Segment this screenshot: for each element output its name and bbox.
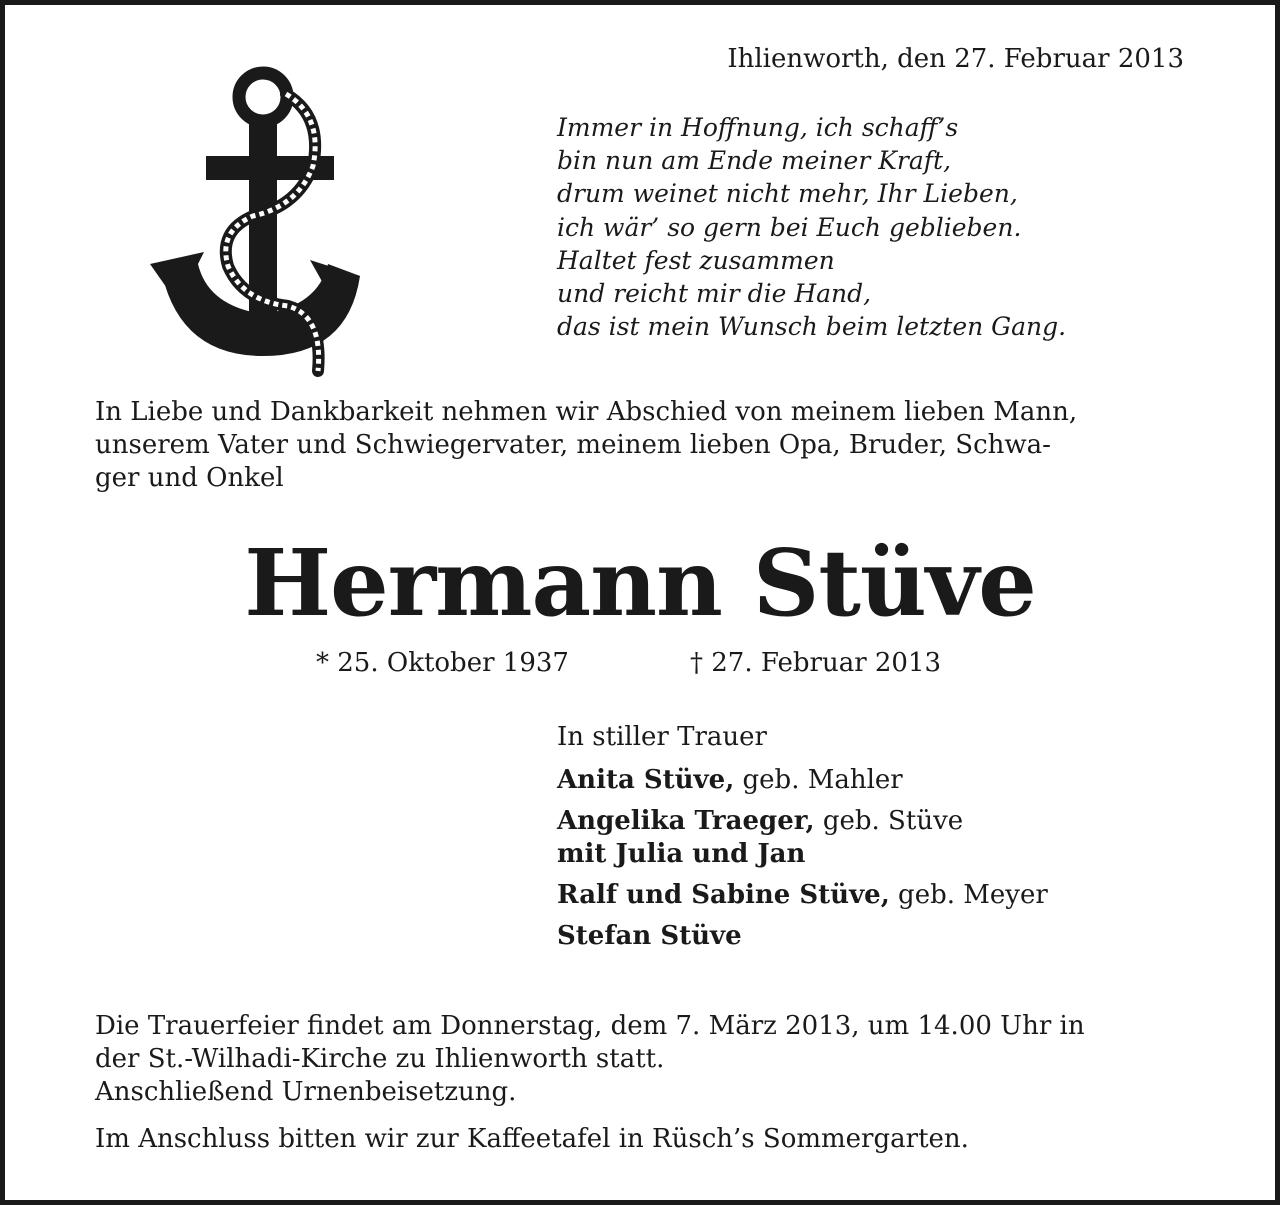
coffee-invitation: Im Anschluss bitten wir zur Kaffeetafel in Rüsch’s Sommergarten.	[95, 1124, 969, 1154]
mourner-name: Angelika Traeger,	[557, 806, 815, 836]
mourner-note: geb. Stüve	[814, 806, 964, 836]
mourner-row	[557, 764, 1048, 797]
poem-line: drum weinet nicht mehr, Ihr Lieben,	[557, 179, 1018, 209]
ceremony-line: Anschließend Urnenbeisetzung.	[95, 1077, 517, 1107]
poem-line: Haltet fest zusammen	[557, 245, 835, 275]
mourner-row	[557, 879, 1048, 912]
place-date: Ihlienworth, den 27. Februar 2013	[727, 44, 1184, 74]
mourner-row	[557, 838, 1048, 871]
ceremony-line: Die Trauerfeier findet am Donnerstag, dem 7. März 2013, um 14.00 Uhr in	[95, 1011, 1085, 1041]
birth-date: * 25. Oktober 1937	[316, 648, 569, 678]
mourner-name: Anita Stüve,	[557, 765, 735, 795]
farewell-intro	[95, 396, 1077, 495]
death-date: † 27. Februar 2013	[690, 648, 942, 678]
poem	[557, 111, 1066, 343]
poem-line: ich wär’ so gern bei Euch geblieben.	[557, 212, 1022, 242]
mourner-row	[557, 920, 1048, 953]
anchor-icon	[148, 66, 362, 378]
intro-line: ger und Onkel	[95, 463, 284, 493]
mourner-sub: mit Julia und Jan	[557, 839, 806, 869]
mourning-heading: In stiller Trauer	[557, 722, 767, 752]
poem-line: bin nun am Ende meiner Kraft,	[557, 146, 952, 176]
mourner-row	[557, 805, 1048, 838]
intro-line: unserem Vater und Schwiegervater, meinem lieben Opa, Bruder, Schwa-	[95, 430, 1051, 460]
deceased-name: Hermann Stüve	[244, 529, 1036, 637]
poem-line: Immer in Hoffnung, ich schaff’s	[557, 113, 959, 142]
mourner-name: Ralf und Sabine Stüve,	[557, 880, 890, 910]
mourner-note: geb. Mahler	[734, 765, 903, 795]
poem-line: das ist mein Wunsch beim letzten Gang.	[557, 312, 1067, 342]
mourner-name: Stefan Stüve	[557, 921, 742, 951]
ceremony-info	[95, 1010, 1085, 1109]
mourner-note: geb. Meyer	[889, 880, 1048, 910]
intro-line: In Liebe und Dankbarkeit nehmen wir Abschied von meinem lieben Mann,	[95, 397, 1078, 427]
mourners-list	[557, 722, 1048, 953]
poem-line: und reicht mir die Hand,	[557, 279, 872, 309]
ceremony-line: der St.-Wilhadi-Kirche zu Ihlienworth statt.	[95, 1044, 665, 1074]
